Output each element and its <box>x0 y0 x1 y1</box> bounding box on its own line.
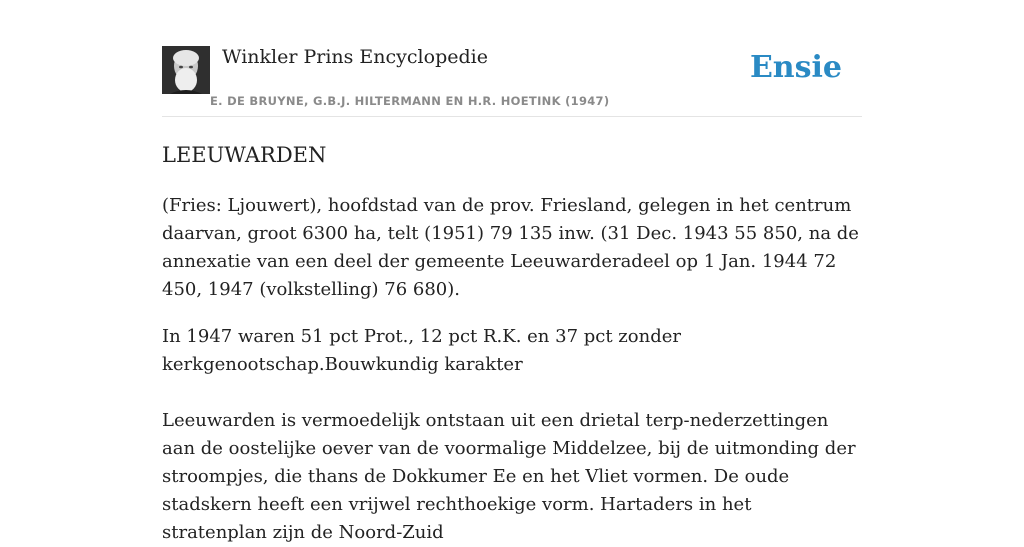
authors-line: E. DE BRUYNE, G.B.J. HILTERMANN EN H.R. HOETINK (1947) <box>210 94 610 108</box>
article <box>162 140 862 547</box>
brand-logo[interactable]: Ensie <box>749 50 842 85</box>
article-paragraph: (Fries: Ljouwert), hoofdstad van de prov. Friesland, gelegen in het centrum daarvan, groot 6300 ha, telt (1951) 79 135 inw. (31 Dec. 1943 55 850, na de annexatie van een deel der gemeente Leeuwarderadeel op 1 Jan. 1944 72 450, 1947 (volkstelling) 76 680). <box>162 195 859 300</box>
site-title[interactable]: Winkler Prins Encyclopedie <box>222 46 488 68</box>
header <box>162 46 862 117</box>
article-paragraph: In 1947 waren 51 pct Prot., 12 pct R.K. en 37 pct zonder kerkgenootschap.Bouwkundig karakter <box>162 326 681 375</box>
article-paragraph: Leeuwarden is vermoedelijk ontstaan uit een drietal terp-nederzettingen aan de oostelijke oever van de voormalige Middelzee, bij de uitmonding der stroompjes, die thans de Dokkumer Ee en het Vliet vormen. De oude stadskern heeft een vrijwel rechthoekige vorm. Hartaders in het stratenplan zijn de Noord-Zuid <box>162 410 856 543</box>
author-avatar[interactable] <box>162 46 210 94</box>
article-title: LEEUWARDEN <box>162 143 327 167</box>
portrait-icon <box>162 46 210 94</box>
